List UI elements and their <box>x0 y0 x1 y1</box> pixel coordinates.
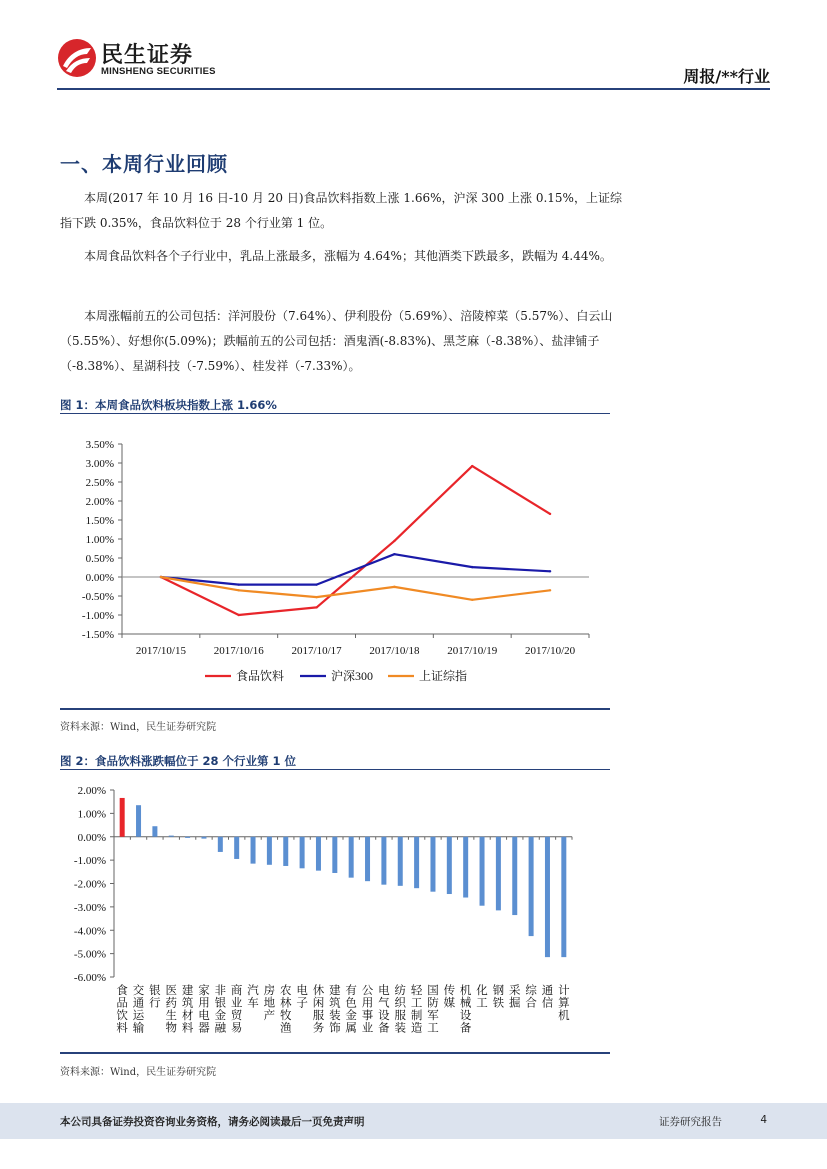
series-1-point <box>393 540 395 542</box>
category-label-char: 房 <box>263 983 276 997</box>
category-label-char: 渔 <box>280 1020 292 1035</box>
figure-1-source: 资料来源：Wind，民生证券研究院 <box>60 722 217 733</box>
footer-label: 证券研究报告 <box>659 1116 722 1128</box>
y-tick-label: -0.50% <box>81 591 114 603</box>
bar-28 <box>561 837 566 957</box>
category-label-char: 用 <box>198 995 210 1010</box>
category-label-char: 工 <box>410 995 423 1010</box>
logo-text-en: MINSHENG SECURITIES <box>101 66 216 77</box>
line-chart <box>0 420 827 720</box>
category-label-char: 械 <box>459 995 472 1010</box>
legend-label-3: 上证综指 <box>419 669 468 683</box>
series-2-point <box>393 553 395 555</box>
series-3-point <box>471 599 473 601</box>
bar-chart-axes <box>110 790 572 977</box>
category-label-char: 车 <box>247 995 259 1010</box>
figure-1-top-rule <box>60 413 610 414</box>
bar-15 <box>349 837 354 878</box>
category-label-char: 造 <box>410 1020 423 1035</box>
category-label-char: 军 <box>427 1008 439 1022</box>
y-tick-label: 2.50% <box>85 477 114 489</box>
category-label-char: 地 <box>263 995 276 1010</box>
category-label-char: 化 <box>476 983 488 997</box>
y-tick-label: 1.50% <box>85 515 114 527</box>
bar-18 <box>398 837 403 886</box>
paragraph-2 <box>60 244 626 269</box>
category-label-char: 机 <box>459 983 472 997</box>
bar-2 <box>136 805 141 837</box>
category-label-char: 材 <box>181 1008 194 1022</box>
line-chart-labels <box>82 439 576 657</box>
series-line-2 <box>161 554 550 584</box>
bar-10 <box>267 837 272 865</box>
y-tick-label: 0.50% <box>85 553 114 565</box>
category-label-char: 建 <box>329 983 341 997</box>
category-label-char: 有 <box>345 983 357 997</box>
x-tick-label: 2017/10/19 <box>447 645 498 657</box>
category-label-char: 农 <box>280 983 292 997</box>
page-number: 4 <box>760 1114 767 1126</box>
category-label-char: 制 <box>410 1008 423 1022</box>
category-label-char: 算 <box>558 995 570 1010</box>
series-2-point <box>471 566 473 568</box>
series-line-3 <box>161 577 550 600</box>
category-label-char: 贸 <box>230 1008 243 1022</box>
category-label-char: 业 <box>361 1020 374 1035</box>
category-label-char: 融 <box>214 1020 227 1035</box>
y-tick-label: -5.00% <box>73 948 106 961</box>
category-label-char: 计 <box>558 983 570 997</box>
category-label-char: 采 <box>509 983 521 997</box>
series-3-point <box>393 586 395 588</box>
category-label-char: 综 <box>525 983 537 997</box>
category-label-char: 通 <box>132 995 145 1010</box>
header-divider <box>57 88 770 90</box>
paragraph-3-text: 本周涨幅前五的公司包括：洋河股份（7.64%）、伊利股份（5.69%）、涪陵榨菜（5.57%）、白云山（5.55%）、好想你(5.09%)；跌幅前五的公司包括：酒鬼酒(-8.83%)、黑芝麻（-8.38%）、盐津铺子（-8.38%）、星湖科技（-7.59%）、桂发祥（-7.33%）。 <box>60 309 613 373</box>
figure-1-bottom-rule <box>60 708 610 710</box>
bar-chart-bars <box>120 798 567 957</box>
bar-24 <box>496 837 501 911</box>
bar-23 <box>480 837 485 906</box>
category-label-char: 林 <box>280 995 292 1010</box>
category-label-char: 工 <box>476 995 488 1010</box>
y-tick-label: -2.00% <box>73 878 106 891</box>
series-1-point <box>315 606 317 608</box>
category-label-char: 纺 <box>394 983 406 997</box>
category-label-char: 钢 <box>492 983 505 997</box>
y-tick-label: 3.00% <box>85 458 114 470</box>
page-header <box>0 0 827 92</box>
category-label-char: 防 <box>427 995 439 1010</box>
category-label-char: 银 <box>149 983 161 997</box>
series-3-point <box>549 589 551 591</box>
category-label-char: 通 <box>541 983 554 997</box>
category-label-char: 服 <box>394 1008 406 1022</box>
bar-5 <box>185 837 190 838</box>
series-1-point <box>471 465 473 467</box>
bar-27 <box>545 837 550 957</box>
paragraph-3 <box>60 304 626 379</box>
report-type: 周报/**行业 <box>683 67 770 86</box>
x-tick-label: 2017/10/20 <box>525 645 576 657</box>
category-label-char: 公 <box>361 983 374 997</box>
bar-21 <box>447 837 452 894</box>
category-label-char: 输 <box>132 1020 145 1035</box>
bar-25 <box>512 837 517 915</box>
line-chart-legend <box>205 668 467 683</box>
category-label-char: 料 <box>116 1020 128 1035</box>
category-label-char: 运 <box>132 1008 145 1022</box>
line-chart-series <box>160 465 552 616</box>
category-label-char: 服 <box>312 1008 325 1022</box>
y-tick-label: 1.00% <box>85 534 114 546</box>
series-1-point <box>549 513 551 515</box>
category-label-char: 饰 <box>329 1020 341 1035</box>
category-label-char: 设 <box>459 1008 472 1022</box>
bar-14 <box>332 837 337 873</box>
category-label-char: 事 <box>361 1008 374 1022</box>
y-tick-label: -1.00% <box>81 610 114 622</box>
category-label-char: 汽 <box>247 983 259 997</box>
y-tick-label: 1.00% <box>77 808 106 821</box>
category-label-char: 物 <box>165 1020 177 1035</box>
category-label-char: 饮 <box>116 1008 128 1022</box>
category-label-char: 铁 <box>492 995 505 1010</box>
category-label-char: 产 <box>263 1008 276 1022</box>
y-tick-label: -6.00% <box>73 972 106 984</box>
bar-19 <box>414 837 419 888</box>
figure-2-bottom-rule <box>60 1052 610 1054</box>
page-footer <box>0 1103 827 1139</box>
category-label-char: 掘 <box>509 995 521 1010</box>
logo-text-cn: 民生证券 <box>101 43 194 68</box>
category-label-char: 传 <box>443 983 456 997</box>
category-label-char: 银 <box>214 995 227 1010</box>
category-label-char: 机 <box>558 1008 570 1022</box>
category-label-char: 行 <box>149 995 161 1010</box>
legend-label-1: 食品饮料 <box>236 669 285 683</box>
category-label-char: 休 <box>312 983 325 997</box>
category-label-char: 建 <box>181 983 194 997</box>
y-tick-label: 0.00% <box>85 572 114 584</box>
category-label-char: 交 <box>132 983 145 997</box>
bar-chart <box>0 772 827 1052</box>
category-label-char: 牧 <box>280 1008 292 1022</box>
y-tick-label: 2.00% <box>85 496 114 508</box>
y-tick-label: 0.00% <box>77 831 106 844</box>
category-label-char: 用 <box>361 995 374 1010</box>
bar-20 <box>430 837 435 892</box>
category-label-char: 易 <box>230 1020 243 1035</box>
line-chart-axes <box>118 444 589 638</box>
x-tick-label: 2017/10/18 <box>369 645 420 657</box>
bar-12 <box>300 837 305 869</box>
category-label-char: 器 <box>198 1020 210 1035</box>
bar-16 <box>365 837 370 881</box>
category-label-char: 电 <box>296 983 308 997</box>
paragraph-2-text: 本周食品饮料各个子行业中，乳品上涨最多，涨幅为 4.64%；其他酒类下跌最多，跌幅为 4.44%。 <box>84 249 612 263</box>
series-1-point <box>238 614 240 616</box>
x-tick-label: 2017/10/15 <box>135 645 186 657</box>
category-label-char: 媒 <box>443 995 456 1010</box>
y-tick-label: -1.50% <box>81 629 114 641</box>
x-tick-label: 2017/10/16 <box>213 645 264 657</box>
section-title: 一、本周行业回顾 <box>60 152 228 176</box>
y-tick-label: -4.00% <box>73 925 106 938</box>
category-label-char: 国 <box>427 983 439 997</box>
figure-2-title: 图 2：食品饮料涨跌幅位于 28 个行业第 1 位 <box>60 754 297 768</box>
figure-2-source: 资料来源：Wind，民生证券研究院 <box>60 1067 217 1078</box>
category-label-char: 金 <box>345 1008 357 1022</box>
category-label-char: 合 <box>525 995 537 1010</box>
bar-13 <box>316 837 321 871</box>
category-label-char: 食 <box>116 983 128 997</box>
bar-8 <box>234 837 239 859</box>
category-label-char: 非 <box>214 983 227 997</box>
category-label-char: 料 <box>181 1020 194 1035</box>
category-label-char: 备 <box>459 1020 472 1035</box>
y-tick-label: 2.00% <box>77 785 106 797</box>
bar-6 <box>201 837 206 839</box>
series-3-point <box>160 576 162 578</box>
y-tick-label: -1.00% <box>73 855 106 868</box>
category-label-char: 装 <box>329 1008 341 1022</box>
bar-9 <box>251 837 256 864</box>
bar-22 <box>463 837 468 898</box>
category-label-char: 业 <box>230 995 243 1010</box>
paragraph-1 <box>60 186 626 236</box>
company-logo <box>57 38 257 82</box>
category-label-char: 商 <box>230 983 243 997</box>
x-tick-label: 2017/10/17 <box>291 645 342 657</box>
figure-1-title: 图 1：本周食品饮料板块指数上涨 1.66% <box>60 398 277 412</box>
category-label-char: 生 <box>165 1008 177 1022</box>
category-label-char: 电 <box>198 1008 210 1022</box>
paragraph-1-text: 本周(2017 年 10 月 16 日-10 月 20 日)食品饮料指数上涨 1.66%，沪深 300 上涨 0.15%，上证综指下跌 0.35%，食品饮料位于 28 个行业第 1 位。 <box>60 191 622 230</box>
category-label-char: 金 <box>214 1008 227 1022</box>
series-2-point <box>315 583 317 585</box>
series-2-point <box>549 570 551 572</box>
bar-26 <box>529 837 534 936</box>
category-label-char: 品 <box>116 995 128 1010</box>
category-label-char: 闲 <box>312 995 325 1010</box>
category-label-char: 属 <box>345 1020 357 1035</box>
category-label-char: 备 <box>378 1020 390 1035</box>
bar-3 <box>152 826 157 837</box>
bar-4 <box>169 836 174 837</box>
logo-mark-icon <box>57 38 97 78</box>
bar-11 <box>283 837 288 866</box>
category-label-char: 筑 <box>329 995 341 1010</box>
category-label-char: 设 <box>378 1008 390 1022</box>
category-label-char: 筑 <box>181 995 194 1010</box>
category-label-char: 药 <box>165 995 177 1010</box>
category-label-char: 电 <box>378 983 390 997</box>
series-3-point <box>315 596 317 598</box>
y-tick-label: 3.50% <box>85 439 114 451</box>
y-tick-label: -3.00% <box>73 901 106 914</box>
bar-7 <box>218 837 223 852</box>
category-label-char: 色 <box>345 995 357 1010</box>
category-label-char: 家 <box>198 983 210 997</box>
bar-chart-labels <box>74 785 570 1035</box>
category-label-char: 医 <box>165 983 177 997</box>
figure-2-top-rule <box>60 769 610 770</box>
category-label-char: 气 <box>378 995 390 1010</box>
series-3-point <box>238 589 240 591</box>
bar-17 <box>381 837 386 885</box>
category-label-char: 工 <box>427 1020 439 1035</box>
category-label-char: 轻 <box>410 983 423 997</box>
legend-label-2: 沪深300 <box>331 669 374 683</box>
category-label-char: 装 <box>394 1020 406 1035</box>
series-2-point <box>238 583 240 585</box>
category-label-char: 织 <box>394 995 406 1010</box>
footer-disclaimer: 本公司具备证券投资咨询业务资格，请务必阅读最后一页免责声明 <box>60 1116 365 1128</box>
category-label-char: 子 <box>296 995 308 1010</box>
category-label-char: 务 <box>312 1020 325 1035</box>
category-label-char: 信 <box>541 995 554 1010</box>
bar-1 <box>120 798 125 837</box>
